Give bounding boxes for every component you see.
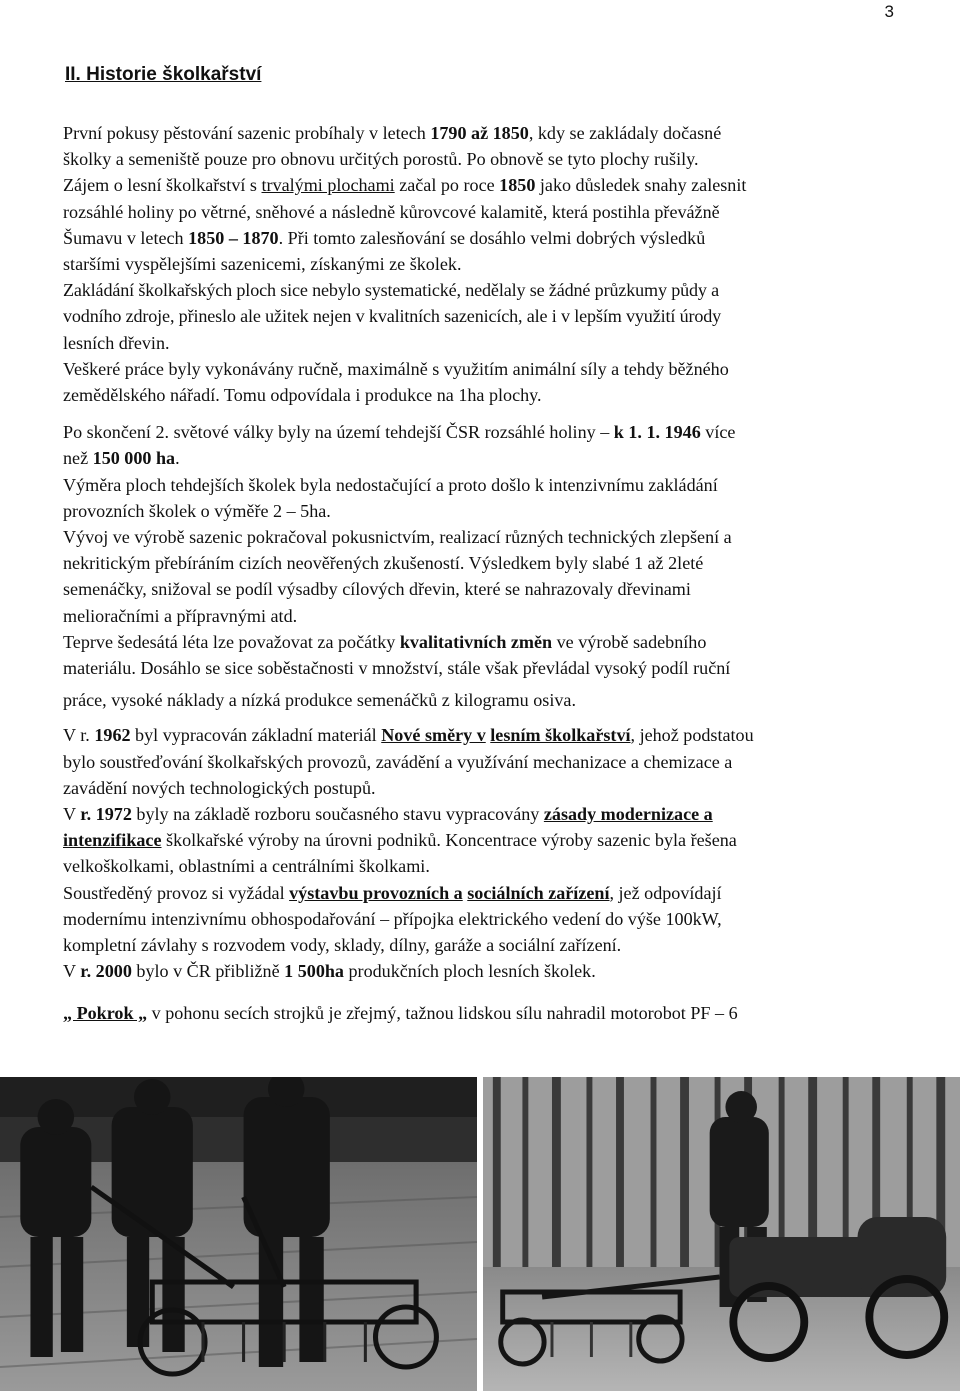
paragraph-1962: V r. 1962 byl vypracován základní materiál Nové směry v lesním školkařství, jehož podstatou bylo soustřeďování školkařských provozů, zavádění a využívání mechanizace a chemizace a zavádění nových technologických postupů.	[63, 725, 754, 798]
photo-row	[0, 1077, 960, 1391]
paragraph-manual-work: Veškeré práce byly vykonávány ručně, maximálně s využitím animální síly a tehdy běžného zemědělského nářadí. Tomu odpovídala i produkce na 1ha plochy.	[63, 358, 729, 406]
paragraph-development: Vývoj ve výrobě sazenic pokračoval pokusnictvím, realizací různých technických zlepšení a nekritickým přebíráním cizích neověřených zkušeností. Výsledkem byly slabé 1 až 2leté semenáčky, snižoval se podíl výsadby cílových dřevin, které se nahrazovaly dřevinami melioračními a přípravnými atd.	[63, 527, 732, 626]
photo-manual-seeding-image	[0, 1077, 477, 1391]
paragraph-sixties: Teprve šedesátá léta lze považovat za počátky kvalitativních změn ve výrobě sadebního materiálu. Dosáhlo se sice soběstačnosti v množství, stále však převládal vysoký podíl ruční práce, vysoké náklady a nízká produkce semenáčků z kilogramu osiva.	[63, 631, 731, 711]
paragraph-origins: První pokusy pěstování sazenic probíhaly v letech 1790 až 1850, kdy se zakládaly dočasné školky a semeniště pouze pro obnovu určitých porostů. Po obnově se tyto plochy rušily. Zájem o lesní školkařství s trvalými plochami začal po roce 1850 jako důsledek snahy zalesnit rozsáhlé holiny po větrné, sněhové a následně kůrovcové kalamitě, která postihla převážně Šumavu v letech 1850 – 1870. Při tomto zalesňování se dosáhlo velmi dobrých výsledků staršími vyspělejšími sazenicemi, získanými ze školek.	[63, 123, 747, 275]
caption-keyword: „ Pokrok „	[63, 1003, 148, 1023]
paragraph-facilities: Soustředěný provoz si vyžádal výstavbu provozních a sociálních zařízení, jež odpovídají modernímu intenzivnímu obhospodařování – přípojka elektrického vedení do výše 100kW, kompletní závlahy s rozvodem vody, sklady, dílny, garáže a sociální zařízení. V r. 2000 bylo v ČR přibližně 1 500ha produkčních ploch lesních školek.	[63, 882, 722, 982]
photo-manual-seeding	[0, 1077, 477, 1391]
body-text	[63, 120, 903, 985]
paragraph-postwar: Po skončení 2. světové války byly na území tehdejší ČSR rozsáhlé holiny – k 1. 1. 1946 více než 150 000 ha.	[63, 422, 736, 469]
page-number: 3	[884, 2, 894, 21]
photo-motorobot-seeding	[483, 1077, 960, 1391]
underlined-term: trvalými plochami	[261, 175, 395, 196]
paragraph-founding: Zakládání školkařských ploch sice nebylo systematické, nedělaly se žádné průzkumy půdy a vodního zdroje, přineslo ale užitek nejen v kvalitních sazenicích, ale i v lepším využití úrody lesních dřevin.	[63, 280, 722, 353]
bold-years: 1790 až 1850	[430, 123, 529, 143]
figure-caption: „ Pokrok „ v pohonu secích strojků je zřejmý, tažnou lidskou sílu nahradil motorobot PF – 6	[63, 1003, 738, 1023]
paragraph-1972: V r. 1972 byly na základě rozboru současného stavu vypracovány zásady modernizace a intenzifikace školkařské výroby na úrovni podniků. Koncentrace výroby sazenic byla řešena velkoškolkami, oblastními a centrálními školkami.	[63, 804, 737, 877]
photo-motorobot-seeding-image	[483, 1077, 960, 1391]
paragraph-area: Výměra ploch tehdejších školek byla nedostačující a proto došlo k intenzivnímu zakládání provozních školek o výměře 2 – 5ha.	[63, 474, 718, 521]
section-heading: II. Historie školkařství	[65, 64, 262, 85]
